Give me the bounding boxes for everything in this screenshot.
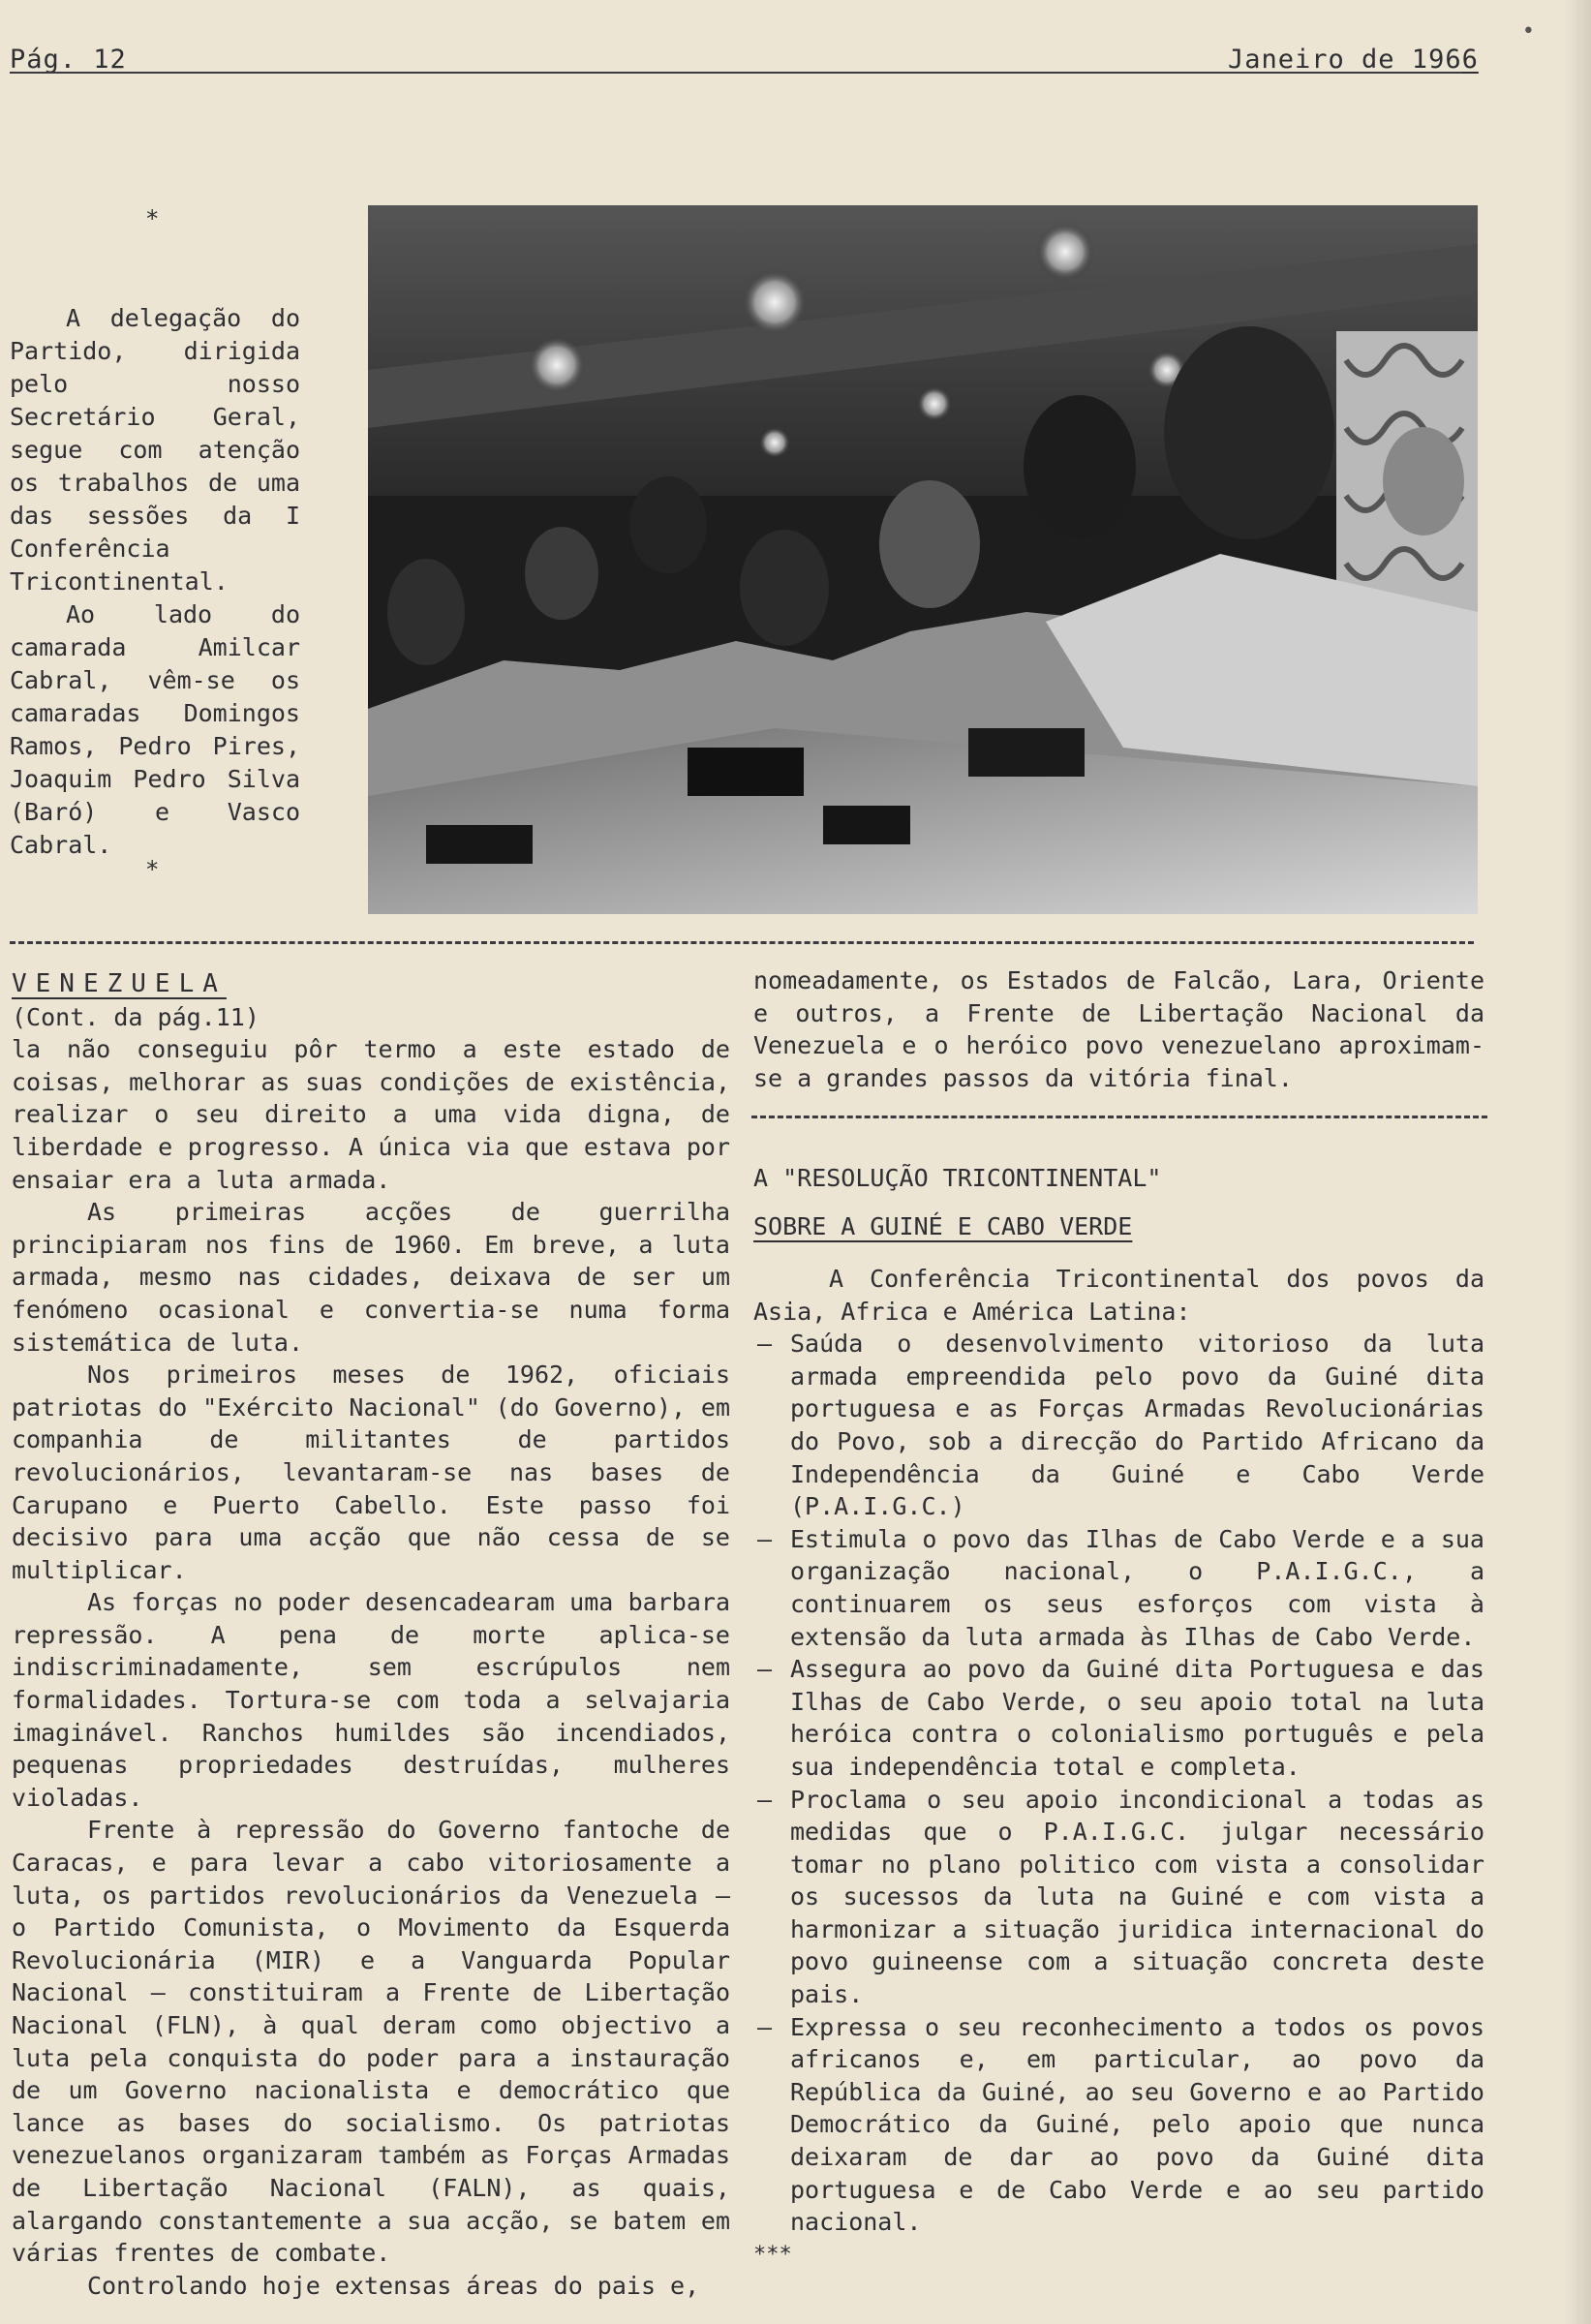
photo-caption [10,302,300,862]
resolution-subtitle: SOBRE A GUINÉ E CABO VERDE [753,1212,1133,1240]
venezuela-paragraph-1: la não conseguiu pôr termo a este estado de coisas, melhorar as suas condições de existência, realizar o seu direito a uma vida digna, de liberdade e progresso. A única via que estava por ensaiar era a luta armada. [12,1035,730,1194]
venezuela-continuation: nomeadamente, os Estados de Falcão, Lara, Oriente e outros, a Frente de Libertação Nacional da Venezuela e o heróico povo venezuelano aproximam-se a grandes passos da vitória final. [753,966,1484,1092]
venezuela-continuation-note: (Cont. da pág.11) [12,1002,260,1031]
venezuela-article-continued [753,964,1484,1094]
page-edge-shadow [1564,0,1591,2324]
venezuela-paragraph-6: Controlando hoje extensas áreas do pais e, [87,2271,700,2300]
right-column-divider [751,1116,1487,1118]
venezuela-paragraph-4: As forças no poder desencadearam uma barbara repressão. A pena de morte aplica-se indiscriminadamente, sem escrúpulos nem formalidades. Tortura-se com toda a selvajaria imaginável. Ranchos humildes são incendiados, pequenas propriedades destruídas, mulheres violadas. [12,1588,730,1812]
venezuela-paragraph-2: As primeiras acções de guerrilha principiaram nos fins de 1960. Em breve, a luta armada, mesmo nas cidades, deixava de ser um fenómeno ocasional e convertia-se numa forma sistemática de luta. [12,1198,730,1357]
conference-photo-icon [368,205,1478,914]
resolution-article [753,1154,1484,2271]
venezuela-title: VENEZUELA [12,969,227,998]
caption-star-bottom: * [145,856,160,883]
resolution-item: – Expressa o seu reconhecimento a todos os povos africanos e, em particular, ao povo da República da Guiné, ao seu Governo e ao Partido Democrático da Guiné, pelo apoio que nunca deixaram de dar ao povo da Guiné dita portuguesa e de Cabo Verde e ao seu partido nacional. [753,2011,1484,2239]
venezuela-paragraph-5: Frente à repressão do Governo fantoche de Caracas, e para levar a cabo vitoriosamente a luta, os partidos revolucionários da Venezuela – o Partido Comunista, o Movimento da Esquerda Revolucionária (MIR) e a Vanguarda Popular Nacional – constituiram a Frente de Libertação Nacional (FLN), à qual deram como objectivo a luta pela conquista do poder para a instauração de um Governo nacionalista e democrático que lance as bases do socialismo. Os patriotas venezuelanos organizaram também as Forças Armadas de Libertação Nacional (FALN), as quais, alargando constantemente a sua acção, se batem em várias frentes de combate. [12,1816,730,2268]
venezuela-article [12,968,730,2302]
corner-smudge: • [1521,19,1535,44]
resolution-item: – Proclama o seu apoio incondicional a todas as medidas que o P.A.I.G.C. julgar necessário tomar no plano politico com vista a consolidar os sucessos da luta na Guiné e com vista a harmonizar a situação juridica internacional do povo guineense com a situação concreta deste pais. [753,1784,1484,2011]
section-divider [10,941,1474,944]
issue-date: Janeiro de 1966 [1228,45,1479,75]
resolution-item: – Assegura ao povo da Guiné dita Portuguesa e das Ilhas de Cabo Verde, o seu apoio total na luta heróica contra o colonialismo português e pela sua independência total e completa. [753,1653,1484,1783]
conference-photo [368,205,1478,914]
article-end-mark: *** [753,2242,792,2267]
caption-paragraph-2: Ao lado do camarada Amilcar Cabral, vêm-se os camaradas Domingos Ramos, Pedro Pires, Joaquim Pedro Silva (Baró) e Vasco Cabral. [10,600,300,859]
resolution-item: – Estimula o povo das Ilhas de Cabo Verde e a sua organização nacional, o P.A.I.G.C., a continuarem os seus esforços com vista à extensão da luta armada às Ilhas de Cabo Verde. [753,1523,1484,1653]
resolution-item: – Saúda o desenvolvimento vitorioso da luta armada empreendida pelo povo da Guiné dita portuguesa e as Forças Armadas Revolucionárias do Povo, sob a direcção do Partido Africano da Independência da Guiné e Cabo Verde (P.A.I.G.C.) [753,1328,1484,1523]
page-number: Pág. 12 [10,45,127,75]
resolution-items [753,1328,1484,2239]
caption-paragraph-1: A delegação do Partido, dirigida pelo nosso Secretário Geral, segue com atenção os trabalhos de uma das sessões da I Conferência Tricontinental. [10,304,300,596]
venezuela-paragraph-3: Nos primeiros meses de 1962, oficiais patriotas do "Exército Nacional" (do Governo), em companhia de militantes de partidos revolucionários, levantaram-se nas bases de Carupano e Puerto Cabello. Este passo foi decisivo para uma acção que não cessa de se multiplicar. [12,1361,730,1584]
resolution-intro: A Conferência Tricontinental dos povos da Asia, Africa e América Latina: [753,1265,1484,1326]
caption-star-top: * [145,205,160,232]
header-rule [10,72,1462,74]
resolution-title: A "RESOLUÇÃO TRICONTINENTAL" [753,1164,1162,1192]
